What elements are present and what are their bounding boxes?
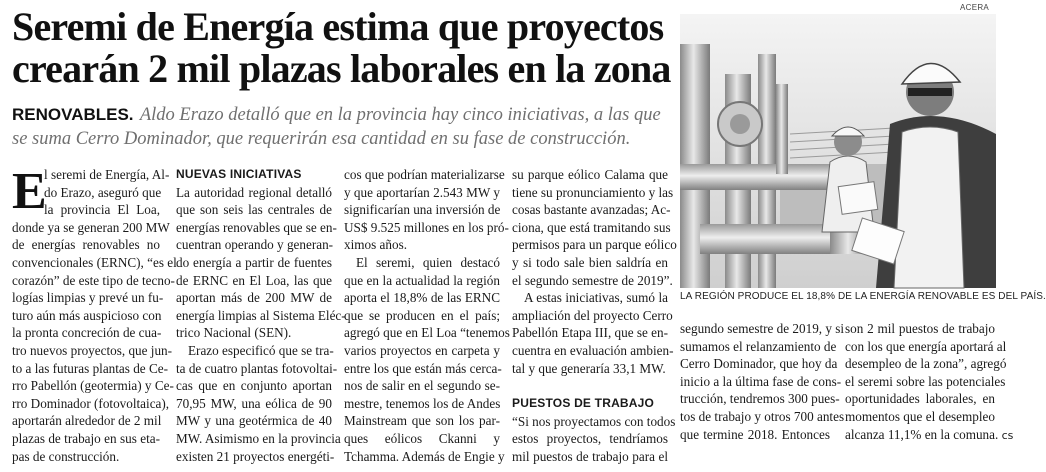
text-line: El seremi, quien destacó bbox=[356, 254, 500, 270]
text-line: y que aportarían 2.543 MW y bbox=[344, 184, 500, 200]
text-line: MW y una geotérmica de 40 bbox=[176, 413, 332, 429]
text-line: convencionales (ERNC), “es el bbox=[12, 254, 177, 270]
text-line: aporta el 18,8% de las ERNC bbox=[344, 290, 500, 306]
text-line: tos de trabajo y otros 700 antes bbox=[680, 408, 845, 424]
text-line: Cerro Dominador, que hoy da bbox=[680, 356, 838, 372]
text-line: con los que energía aportará al bbox=[845, 338, 1007, 354]
text-line: do energía a partir de fuentes bbox=[176, 254, 332, 270]
lead-kicker: RENOVABLES. bbox=[12, 105, 134, 124]
text-line: energía limpias al Sistema Eléc- bbox=[176, 307, 346, 323]
text-line: trico Nacional (SEN). bbox=[176, 325, 292, 341]
text-line: ximos años. bbox=[344, 237, 408, 253]
article-lead bbox=[12, 103, 672, 151]
text-line: aportan más de 200 MW de bbox=[176, 290, 332, 306]
text-line: la pronta concreción de cua- bbox=[12, 325, 162, 341]
text-line: permisos para un parque eólico bbox=[512, 237, 677, 253]
text-line: momentos que el desempleo bbox=[845, 408, 995, 424]
text-line: de ERNC en El Loa, las que bbox=[176, 272, 332, 288]
article-photo bbox=[680, 14, 996, 288]
text-line: nos de salir en el segundo se- bbox=[344, 378, 500, 394]
text-line: cas que en conjunto aportan bbox=[176, 378, 332, 394]
text-column-6 bbox=[845, 320, 1014, 444]
text-column-4 bbox=[512, 166, 677, 466]
text-line: La autoridad regional detalló bbox=[176, 184, 332, 200]
text-line: turo aún más auspicioso con bbox=[12, 307, 162, 323]
text-line: plazas de trabajo en sus eta- bbox=[12, 430, 160, 446]
text-line: la provincia El Loa, bbox=[44, 202, 160, 218]
text-line: l seremi de Energía, Al- bbox=[44, 167, 170, 182]
text-line: “Si nos proyectamos con todos bbox=[512, 413, 676, 429]
text-line: Mainstream que son los par- bbox=[344, 413, 500, 429]
text-line: y si todo sale bien saldría en bbox=[512, 254, 668, 270]
text-line: donde ya se generan 200 MW bbox=[12, 219, 170, 235]
text-line: significarían una inversión de bbox=[344, 202, 501, 218]
text-line: entre los que están más cerca- bbox=[344, 360, 502, 376]
text-line: segundo semestre de 2019, y si bbox=[680, 321, 845, 336]
text-line: trucción, tendremos 300 pues- bbox=[680, 391, 840, 407]
text-line: desempleo de la zona”, agregó bbox=[845, 356, 1007, 372]
text-line: tro nuevos proyectos, que jun- bbox=[12, 342, 173, 358]
text-column-5 bbox=[680, 320, 845, 443]
text-line: su parque eólico Calama que bbox=[512, 167, 668, 182]
text-line: sumamos el relanzamiento de bbox=[680, 338, 837, 354]
text-line: Erazo especificó que se tra- bbox=[188, 342, 334, 358]
text-line: 70,95 MW, una eólica de 90 bbox=[176, 395, 332, 411]
text-line: to a las futuras plantas de Ce- bbox=[12, 360, 169, 376]
article-headline bbox=[12, 6, 672, 90]
text-line: logías limpias y prevé un fu- bbox=[12, 290, 164, 306]
text-column-1 bbox=[12, 163, 177, 465]
text-line: aportarán alrededor de 2 mil bbox=[12, 413, 162, 429]
text-line: agregó que en El Loa “tenemos bbox=[344, 325, 510, 341]
text-line: A estas iniciativas, sumó la bbox=[524, 290, 668, 306]
text-line: cuentra en evaluación ambien- bbox=[512, 342, 674, 358]
subheading-nuevas-iniciativas: NUEVAS INICIATIVAS bbox=[176, 167, 302, 181]
text-column-3 bbox=[344, 166, 510, 465]
text-line: cuentran operando y generan- bbox=[176, 237, 334, 253]
text-line: existen 21 proyectos energéti- bbox=[176, 448, 335, 464]
text-line: cosas bastante avanzadas; Ac- bbox=[512, 202, 671, 218]
text-line bbox=[845, 426, 1014, 445]
lead-text: Aldo Erazo detalló que en la provincia hay cinco iniciativas, a las que se suma Cerro Dominador, que requerirán esa cantidad en su fase de construcción. bbox=[12, 105, 661, 149]
text-line: que termine 2018. Entonces bbox=[680, 426, 830, 442]
text-line: que son seis las centrales de bbox=[176, 202, 332, 218]
text-line: ques eólicos Ckanni y bbox=[344, 430, 500, 446]
text-line: tiene su pronunciamiento y las bbox=[512, 184, 674, 200]
text-line: de energías renovables no bbox=[12, 237, 160, 253]
text-line: mestre, tenemos los de Andes bbox=[344, 395, 501, 411]
text-line: corazón” de este tipo de tecno- bbox=[12, 272, 175, 288]
text-line: el segundo semestre de 2019”. bbox=[512, 272, 673, 288]
text-line: Pabellón Etapa III, que se en- bbox=[512, 325, 668, 341]
subheading-puestos-de-trabajo: PUESTOS DE TRABAJO bbox=[512, 396, 655, 411]
text-line: energías renovables que se en- bbox=[176, 219, 337, 235]
workers-at-solar-plant-illustration bbox=[680, 14, 996, 288]
text-line: ampliación del proyecto Cerro bbox=[512, 307, 673, 323]
text-line: ciona, que está tramitando sus bbox=[512, 219, 671, 235]
closing-sentence: alcanza 11,1% en la comuna. bbox=[845, 426, 999, 442]
text-line: rro Dominador (fotovoltaica), bbox=[12, 395, 170, 411]
text-line: varios proyectos en carpeta y bbox=[344, 342, 500, 358]
text-line: mil puestos de trabajo para el bbox=[512, 448, 668, 464]
end-mark-icon: cs bbox=[1001, 428, 1014, 442]
text-line: el seremi sobre las potenciales bbox=[845, 373, 1006, 389]
text-line: inicio a la última fase de cons- bbox=[680, 373, 842, 389]
headline-line: crearán 2 mil plazas laborales en la zona bbox=[12, 46, 671, 91]
headline-line: Seremi de Energía estima que proyectos bbox=[12, 4, 664, 49]
text-line: MW. Asimismo en la provincia bbox=[176, 430, 341, 446]
text-line: que en la actualidad la región bbox=[344, 272, 500, 288]
text-line: tal y que generaría 33,1 MW. bbox=[512, 360, 666, 376]
text-line: son 2 mil puestos de trabajo bbox=[845, 321, 995, 336]
text-line: do Erazo, aseguró que bbox=[44, 184, 162, 200]
text-line: cos que podrían materializarse bbox=[344, 167, 505, 182]
photo-caption: LA REGIÓN PRODUCE EL 18,8% DE LA ENERGÍA RENOVABLE ES DEL PAÍS. bbox=[680, 291, 1046, 302]
drop-cap: E bbox=[12, 163, 47, 220]
text-line: que se producen en el país; bbox=[344, 307, 500, 323]
photo-credit: ACERA bbox=[960, 3, 990, 12]
text-line: rro Pabellón (geotermia) y Ce- bbox=[12, 378, 174, 394]
text-line: Tchamma. Además de Engie y bbox=[344, 448, 505, 464]
text-line: US$ 9.525 millones en los pró- bbox=[344, 219, 509, 235]
text-line: pas de construcción. bbox=[12, 448, 120, 464]
text-column-2 bbox=[176, 166, 346, 465]
text-line: estos proyectos, tendríamos bbox=[512, 431, 668, 447]
text-line: oportunidades laborales, en bbox=[845, 391, 995, 407]
text-line: ta de cuatro plantas fotovoltai- bbox=[176, 360, 338, 376]
